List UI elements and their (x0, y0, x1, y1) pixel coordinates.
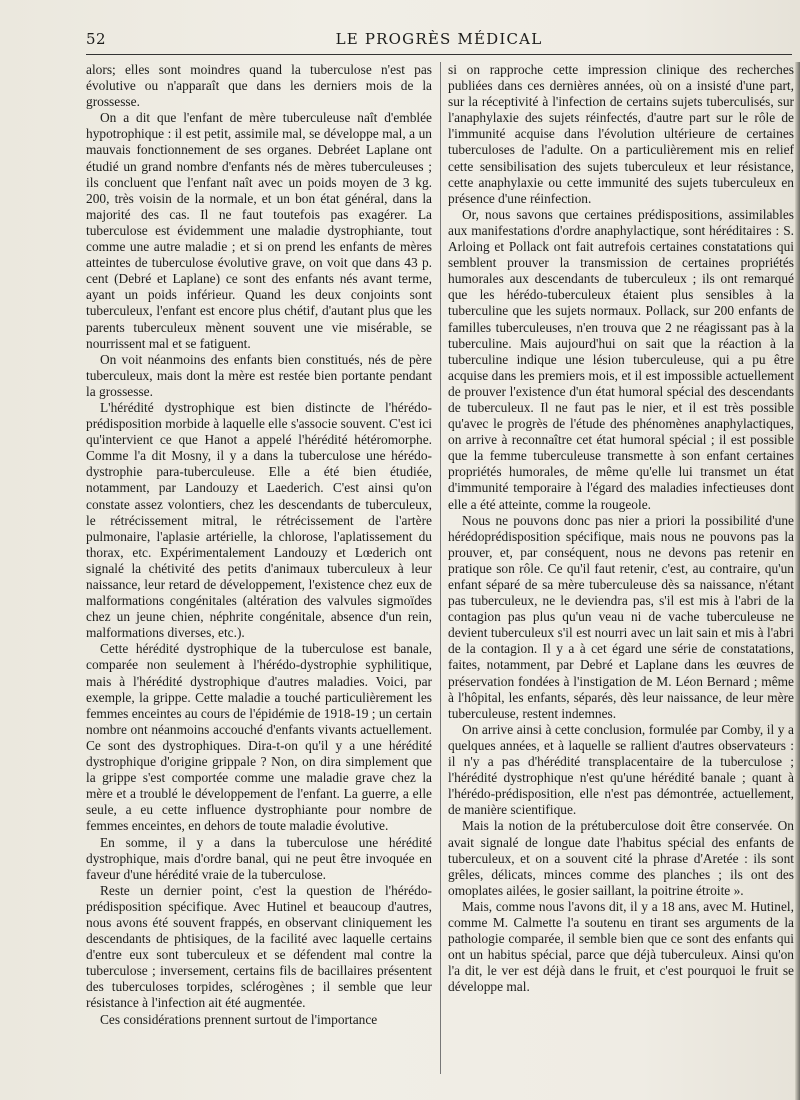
paragraph: On arrive ainsi à cette conclusion, formulée par Comby, il y a quelques années, et à laquelle se rallient d'autres observateurs : il n'y a pas d'hérédité transplacentaire de la tuberculose ; l'hérédité dystrophique n'est qu'une hérédité banale ; quant à l'hérédo-prédisposition, elle n'est pas démontrée, actuellement, de manière scientifique. (448, 721, 794, 818)
paragraph: On a dit que l'enfant de mère tuberculeuse naît d'emblée hypotrophique : il est petit, assimile mal, se développe mal, a un mauvais fonctionnement de ses organes. Debréet Laplane ont étudié un grand nombre d'enfants nés de mères tuberculeuses ; ils concluent que l'enfant naît avec un poids moyen de 3 kg. 200, très voisin de la normale, et un bon état général, dans la majorité des cas. Il ne faut toutefois pas exagérer. La tuberculose est évidemment une maladie dystrophiante, tout comme une autre maladie ; et si on prend les enfants de mères atteintes de tuberculose évolutive grave, on voit que dans 43 p. cent (Debré et Laplane) ce sont des enfants nés avant terme, ayant un poids inférieur. Quand les deux conjoints sont tuberculeux, l'enfant est encore plus chétif, d'autant plus que les parents tuberculeux mènent souvent une vie misérable, se nourrissent mal et se fatiguent. (86, 110, 432, 351)
paragraph: alors; elles sont moindres quand la tuberculose n'est pas évolutive ou n'apparaît que dans les derniers mois de la grossesse. (86, 62, 432, 110)
paragraph: L'hérédité dystrophique est bien distincte de l'hérédo-prédisposition morbide à laquelle elle s'associe souvent. C'est ici qu'intervient ce que Hanot a appelé l'hérédité hétéromorphe. Comme l'a dit Mosny, il y a dans la tuberculose une hérédo-dystrophie para-tuberculeuse. Elle a été bien étudiée, notamment, par Landouzy et Laederich. C'est ainsi qu'on constate assez volontiers, chez les descendants de tuberculeux, le rétrécissement mitral, le rétrécissement de l'artère pulmonaire, l'aplasie artérielle, la chlorose, l'aplatissement du thorax, etc. Expérimentalement Landouzy et Lœderich ont signalé la chétivité des petits d'animaux tuberculeux à leur naissance, leur retard de développement, l'existence chez eux de malformations congénitales (altération des valvules sigmoïdes chez un jeune chien, néphrite congénitale, absence d'un rein, malformations diverses, etc.). (86, 399, 432, 641)
paragraph: Nous ne pouvons donc pas nier a priori la possibilité d'une hérédoprédisposition spécifique, mais nous ne pouvons pas la prouver, et, par conséquent, nous ne devons pas retenir en pratique son rôle. Ce qu'il faut retenir, c'est, au contraire, qu'un enfant séparé de sa mère tuberculeuse dès sa naissance, n'étant pas tuberculeux, ne le deviendra pas, s'il est mis à l'abri de la contagion pas plus qu'un veau ni de vache tuberculeuse ne devient tuberculeux s'il est nourri avec un lait sain et mis à l'abri de la contagion. Il y a à cet égard une série de constatations, faites, notamment, par Debré et Laplane dans les œuvres de préservation fondées à l'instigation de M. Léon Bernard ; même à l'hôpital, les enfants, séparés, dès leur naissance, de leur mère tuberculeuse, restent indemnes. (448, 512, 794, 721)
paragraph: Cette hérédité dystrophique de la tuberculose est banale, comparée non seulement à l'hérédo-dystrophie syphilitique, mais à l'hérédité dystrophique d'autres maladies. Voici, par exemple, la grippe. Cette maladie a touché particulièrement les femmes enceintes au cours de l'épidémie de 1918-19 ; un certain nombre ont néanmoins accouché d'enfants vivants actuellement. Ce sont des dystrophiques. Dira-t-on qu'il y a une hérédité dystrophique d'origine grippale ? Non, on dira simplement que la grippe s'est comportée comme une maladie grave chez la mère et a troublé le développement de l'enfant. La guerre, a elle seule, a eu cette influence dystrophiante pour nombre de femmes enceintes, en dehors de toute maladie évolutive. (86, 641, 432, 834)
column-divider (440, 62, 441, 1074)
paragraph: Mais, comme nous l'avons dit, il y a 18 ans, avec M. Hutinel, comme M. Calmette l'a soutenu en tirant ses arguments de la pathologie comparée, il semble bien que ce sont des enfants qui ont un habitus spécial, parce que déjà tuberculeux. Ainsi qu'on l'a dit, le ver est déjà dans le fruit, et c'est pourquoi le fruit se développe mal. (448, 898, 794, 995)
page-header (86, 30, 792, 56)
paragraph: On voit néanmoins des enfants bien constitués, nés de père tuberculeux, mais dont la mère est restée bien portante pendant la grossesse. (86, 351, 432, 399)
paragraph: si on rapproche cette impression clinique des recherches publiées dans ces dernières années, où on a insisté d'une part, sur la réceptivité à l'infection de certains sujets tuberculisés, sur l'anaphylaxie des sujets réinfectés, d'autre part sur le rôle de l'immunité acquise dans l'évolution ultérieure de certaines tuberculoses de l'adulte. On a particulièrement mis en relief cette sensibilisation des sujets tuberculeux et leur résistance, cette anaphylaxie ou cette immunité des sujets tuberculeux en présence d'une réinfection. (448, 62, 794, 206)
right-column (448, 62, 794, 995)
page-edge-shadow (795, 62, 800, 1100)
header-rule (86, 54, 792, 55)
left-column (86, 62, 432, 1028)
paragraph: Or, nous savons que certaines prédispositions, assimilables aux manifestations d'ordre anaphylactique, sont héréditaires : S. Arloing et Pollack ont fait autrefois certaines constatations qui semblent prouver la transmission de certaines propriétés humorales aux descendants de tuberculeux ; ils ont remarqué que les hérédo-tuberculeux étaient plus sensibles à la tuberculine que les sujets normaux. Pollack, sur 200 enfants de familles tuberculeuses, n'en trouva que 2 ne réagissant pas à la tuberculine. Mais aujourd'hui on sait que la réaction à la tuberculine indique une lésion tuberculeuse, qui a pu être acquise dans les premiers mois, et il est impossible actuellement de prouver l'existence d'un état humoral spécial des descendants de tuberculeux. Il ne faut pas le nier, et il est très possible qu'avec le progrès de l'étude des phénomènes anaphylactiques, on arrive à reconnaître cet état humoral spécial ; il est possible que la femme tuberculeuse transmette à son enfant certaines propriétés humorales, de même qu'elle lui transmet un état d'immunité temporaire à l'égard des maladies infectieuses dont elle a été atteinte, comme la rougeole. (448, 206, 794, 512)
page-number: 52 (86, 30, 107, 48)
paragraph: Reste un dernier point, c'est la question de l'hérédo-prédisposition spécifique. Avec Hutinel et beaucoup d'autres, nous avons été souvent frappés, en observant cliniquement les descendants de phtisiques, de la facilité avec laquelle certains d'entre eux sont tuberculeux et se défendent mal contre la tuberculose ; inversement, certains fils de bacillaires présentent des tuberculoses torpides, sclérogènes ; il semble que leur résistance à l'infection ait été augmentée. (86, 882, 432, 1011)
paragraph: Mais la notion de la prétuberculose doit être conservée. On avait signalé de longue date l'habitus spécial des enfants de tuberculeux, et on a souvent cité la phrase d'Aretée : ils sont grêles, délicats, minces comme des planches ; ils ont des omoplates ailées, le gosier saillant, la poitrine étroite ». (448, 818, 794, 898)
paragraph: Ces considérations prennent surtout de l'importance (100, 1011, 378, 1027)
running-title: LE PROGRÈS MÉDICAL (335, 30, 543, 48)
paragraph: En somme, il y a dans la tuberculose une hérédité dystrophique, mais d'ordre banal, qui ne peut être invoquée en faveur d'une hérédité vraie de la tuberculose. (86, 834, 432, 882)
